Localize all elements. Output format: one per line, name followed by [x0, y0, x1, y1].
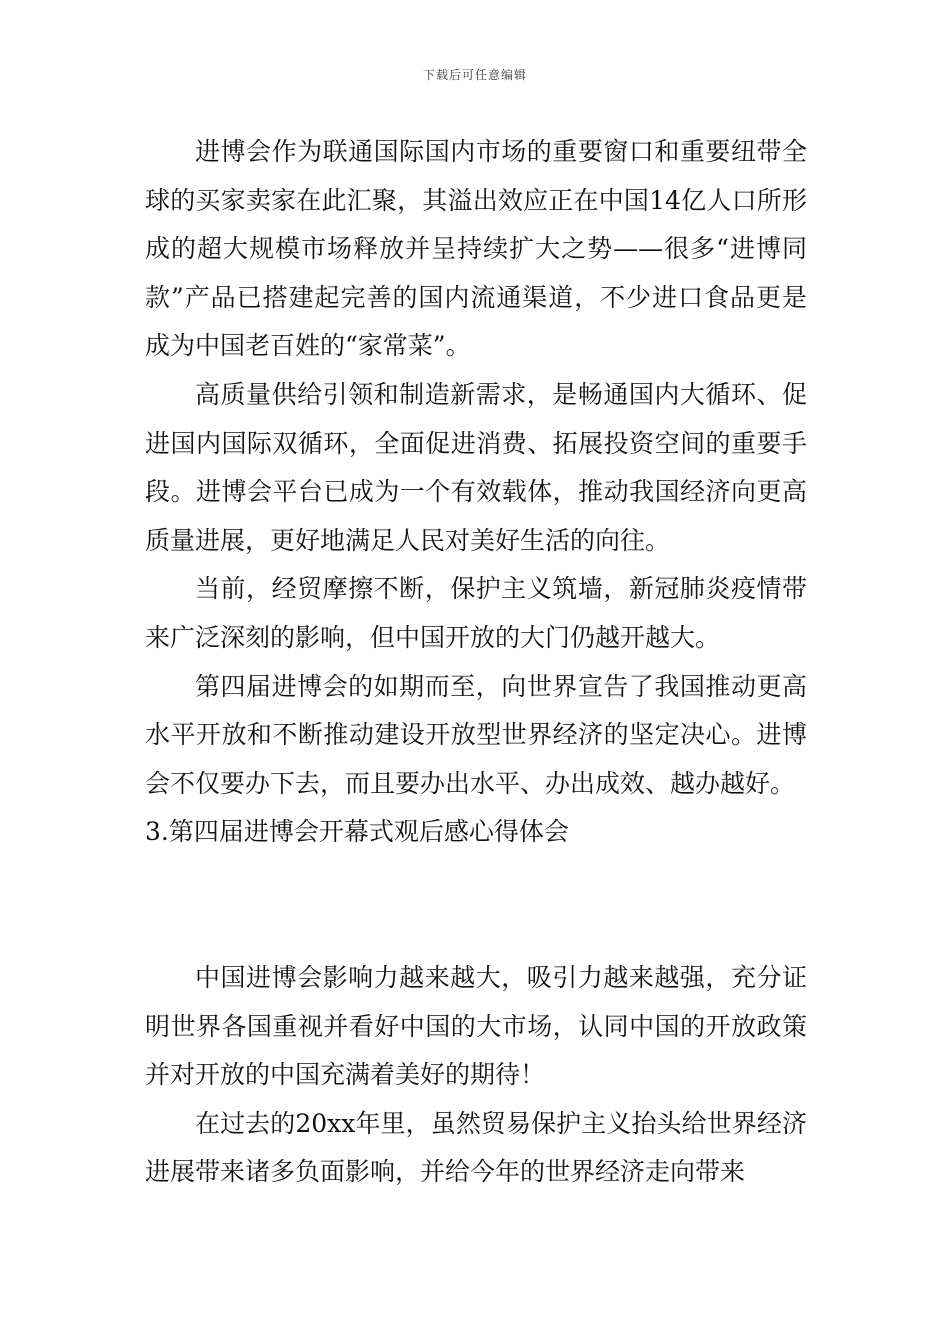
page-header: 下载后可任意编辑 [422, 68, 527, 82]
paragraph-5: 中国进博会影响力越来越大，吸引力越来越强，充分证明世界各国重视并看好中国的大市场，认同中国的开放政策并对开放的中国充满着美好的期待！ [145, 962, 807, 1090]
document-body [145, 128, 807, 1197]
paragraph-6: 在过去的20xx年里，虽然贸易保护主义抬头给世界经济进展带来诸多负面影响，并给今年的世界经济走向带来 [145, 1108, 807, 1187]
paragraph-4: 第四届进博会的如期而至，向世界宣告了我国推动更高水平开放和不断推动建设开放型世界经济的坚定决心。进博会不仅要办下去，而且要办出水平、办出成效、越办越好。 [145, 671, 807, 798]
section-gap [145, 857, 807, 954]
paragraph-3: 当前，经贸摩擦不断，保护主义筑墙，新冠肺炎疫情带来广泛深刻的影响，但中国开放的大门仍越开越大。 [145, 574, 807, 652]
section-heading: 3.第四届进博会开幕式观后感心得体会 [145, 817, 569, 847]
paragraph-2: 高质量供给引领和制造新需求，是畅通国内大循环、促进国内国际双循环，全面促进消费、拓展投资空间的重要手段。进博会平台已成为一个有效载体，推动我国经济向更高质量进展，更好地满足人民对美好生活的向往。 [145, 379, 807, 555]
paragraph-1: 进博会作为联通国际国内市场的重要窗口和重要纽带全球的买家卖家在此汇聚，其溢出效应正在中国14亿人口所形成的超大规模市场释放并呈持续扩大之势——很多“进博同款”产品已搭建起完善的国内流通渠道，不少进口食品更是成为中国老百姓的“家常菜”。 [145, 137, 807, 361]
